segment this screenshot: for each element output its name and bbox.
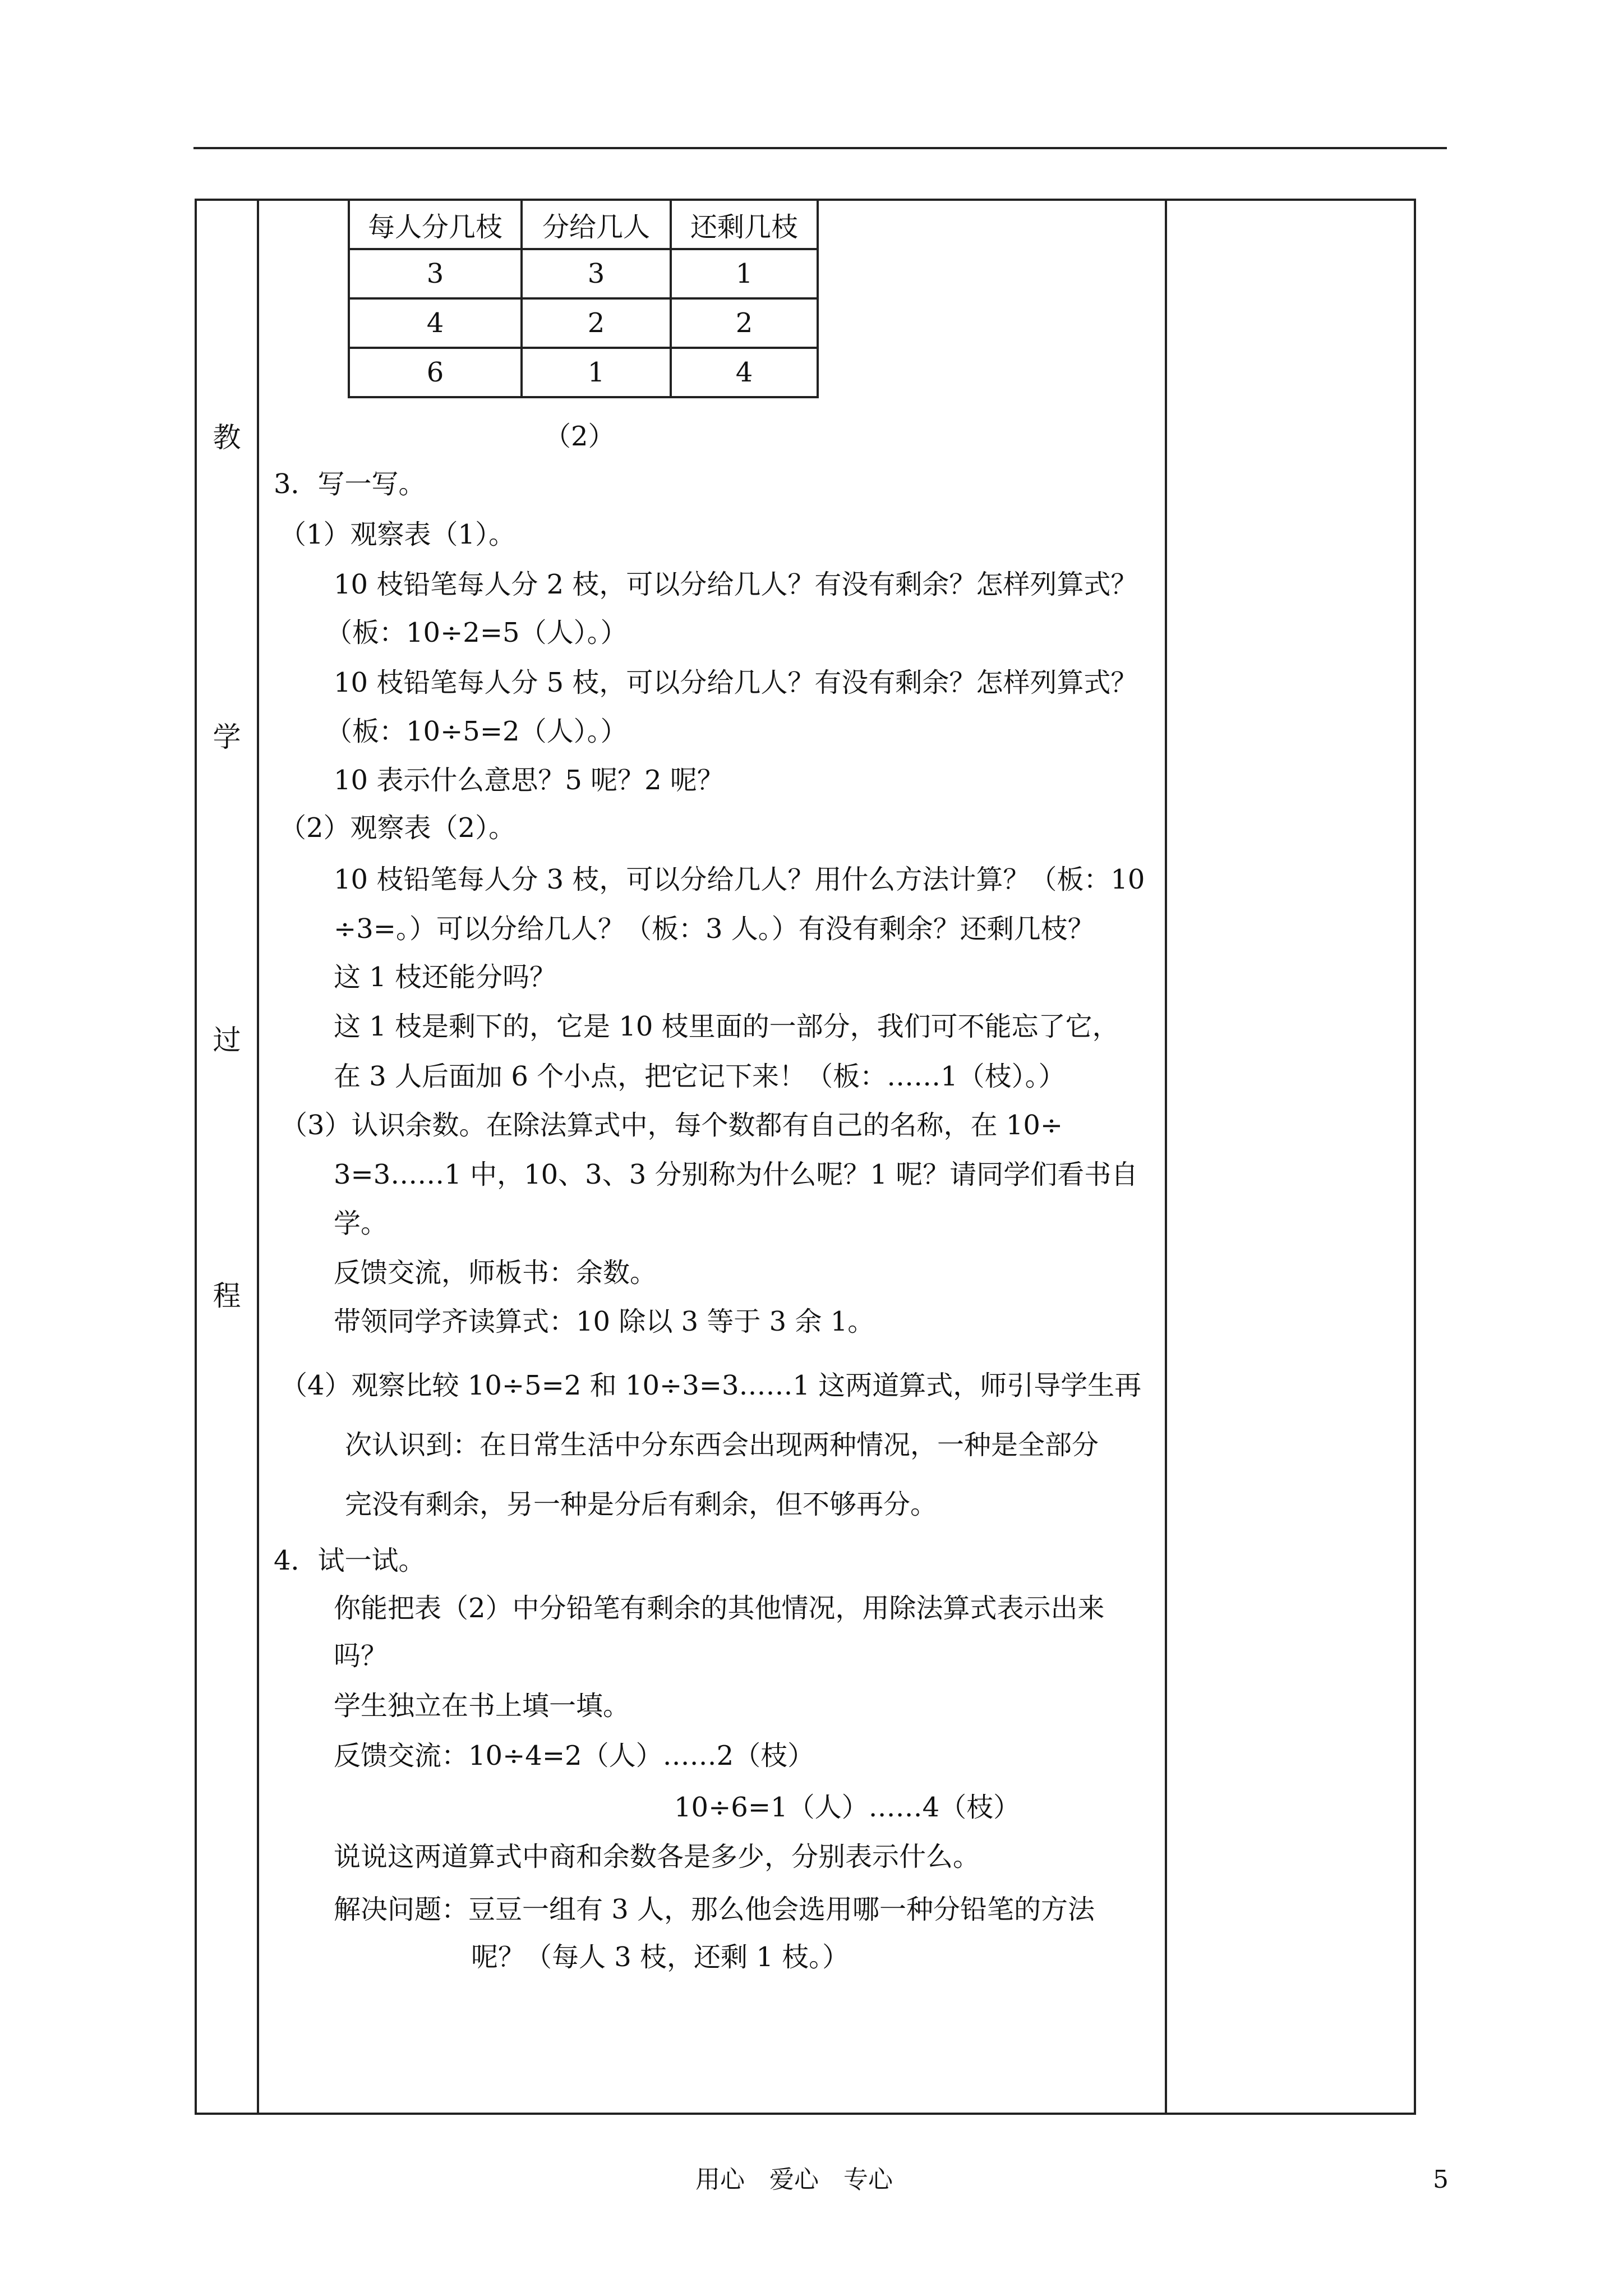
text-line: 学。 xyxy=(334,1208,388,1239)
text-line: 10 枝铅笔每人分 5 枝，可以分给几人？有没有剩余？怎样列算式？ xyxy=(334,667,1138,698)
table-cell: 1 xyxy=(671,249,818,298)
text-line: 你能把表（2）中分铅笔有剩余的其他情况，用除法算式表示出来 xyxy=(334,1593,1105,1624)
text-line: 10 枝铅笔每人分 2 枝，可以分给几人？有没有剩余？怎样列算式？ xyxy=(334,569,1138,600)
footer-motto: 用心 爱心 专心 xyxy=(695,2165,893,2194)
text-line: （板：10÷5=2（人）。） xyxy=(325,716,628,747)
side-label-char: 过 xyxy=(213,1024,241,1056)
text-line: 次认识到：在日常生活中分东西会出现两种情况，一种是全部分 xyxy=(345,1429,1099,1461)
header-rule xyxy=(193,147,1447,149)
table-cell: 2 xyxy=(671,298,818,348)
text-line: 这 1 枝还能分吗？ xyxy=(334,961,557,993)
subsection-heading: （2）观察表（2）。 xyxy=(279,812,516,844)
side-label-column xyxy=(197,201,259,2113)
table-header-cell: 分给几人 xyxy=(522,200,671,249)
subsection-heading: （4）观察比较 10÷5=2 和 10÷3=3……1 这两道算式，师引导学生再 xyxy=(280,1370,1142,1401)
text-line: ÷3=。）可以分给几人？（板：3 人。）有没有剩余？还剩几枝？ xyxy=(334,913,1095,945)
table-row xyxy=(349,348,818,397)
text-line: 反馈交流：10÷4=2（人）……2（枝） xyxy=(334,1740,815,1772)
text-line: 完没有剩余，另一种是分后有剩余，但不够再分。 xyxy=(345,1489,938,1520)
text-line: 说说这两道算式中商和余数各是多少，分别表示什么。 xyxy=(334,1841,980,1872)
text-line: 10 表示什么意思？5 呢？2 呢？ xyxy=(334,765,724,796)
table-caption: （2） xyxy=(544,421,615,452)
page-number: 5 xyxy=(1433,2165,1449,2194)
notes-column xyxy=(1165,201,1414,2113)
text-line: 10÷6=1（人）……4（枝） xyxy=(674,1792,1021,1823)
text-line: 带领同学齐读算式：10 除以 3 等于 3 余 1。 xyxy=(334,1306,875,1337)
text-line: 呢？（每人 3 枝，还剩 1 枝。） xyxy=(471,1941,850,1973)
text-line: 在 3 人后面加 6 个小点，把它记下来！（板：……1（枝）。） xyxy=(334,1061,1066,1092)
subsection-heading: （1）观察表（1）。 xyxy=(279,519,516,550)
pencil-distribution-table xyxy=(348,199,819,398)
table-cell: 4 xyxy=(671,348,818,397)
table-cell: 3 xyxy=(522,249,671,298)
table-header-row xyxy=(349,200,818,249)
table-cell: 3 xyxy=(349,249,522,298)
text-line: 3=3……1 中，10、3、3 分别称为什么呢？1 呢？请同学们看书自 xyxy=(334,1159,1138,1190)
text-line: 学生独立在书上填一填。 xyxy=(334,1690,630,1722)
side-label-char: 学 xyxy=(213,721,241,753)
text-line: 解决问题：豆豆一组有 3 人，那么他会选用哪一种分铅笔的方法 xyxy=(334,1894,1095,1925)
table-cell: 2 xyxy=(522,298,671,348)
text-line: （板：10÷2=5（人）。） xyxy=(325,617,628,648)
side-label-char: 程 xyxy=(213,1280,241,1312)
table-cell: 4 xyxy=(349,298,522,348)
text-line: 10 枝铅笔每人分 3 枝，可以分给几人？用什么方法计算？（板：10 xyxy=(334,864,1145,895)
text-line: 这 1 枝是剩下的，它是 10 枝里面的一部分，我们可不能忘了它， xyxy=(334,1011,1119,1042)
table-row xyxy=(349,298,818,348)
table-header-cell: 每人分几枝 xyxy=(349,200,522,249)
section-heading: 3．写一写。 xyxy=(274,468,426,500)
table-cell: 1 xyxy=(522,348,671,397)
subsection-heading: （3）认识余数。在除法算式中，每个数都有自己的名称，在 10÷ xyxy=(280,1110,1063,1141)
table-cell: 6 xyxy=(349,348,522,397)
text-line: 吗？ xyxy=(334,1640,388,1672)
section-heading: 4．试一试。 xyxy=(274,1545,426,1576)
table-row xyxy=(349,249,818,298)
table-header-cell: 还剩几枝 xyxy=(671,200,818,249)
side-label-char: 教 xyxy=(213,421,241,454)
text-line: 反馈交流，师板书：余数。 xyxy=(334,1257,657,1289)
